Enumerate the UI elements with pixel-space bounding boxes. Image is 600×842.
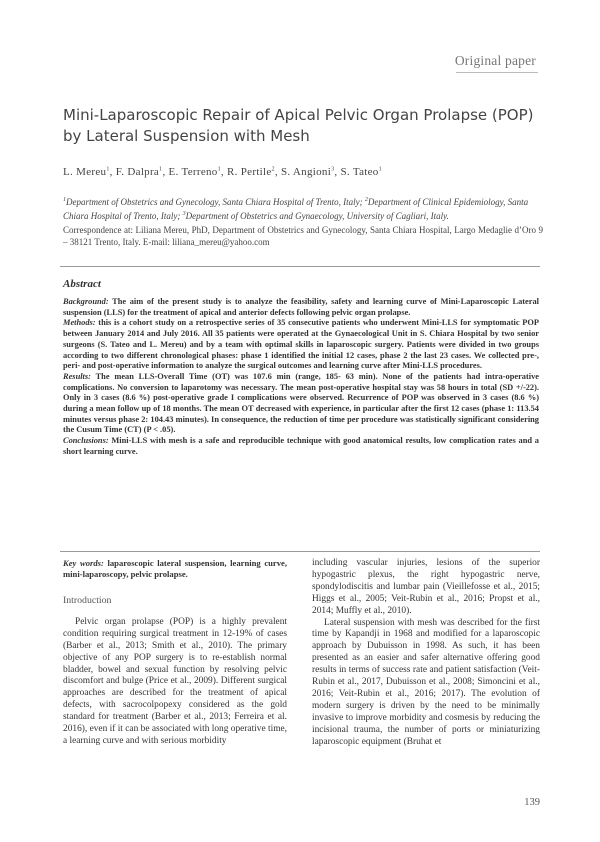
page-number: 139 <box>524 797 540 808</box>
affiliation: Department of Obstetrics and Gynecology, Santa Chiara Hospital of Trento, Italy; <box>66 197 365 207</box>
section-label: Original paper <box>454 53 536 68</box>
introduction-heading: Introduction <box>63 595 112 606</box>
author: S. Angioni <box>281 166 332 178</box>
affiliation: Department of Clinical Epidemiology, Santa Chiara Hospital of Trento, Italy; <box>63 197 529 221</box>
divider <box>60 551 540 552</box>
left-column <box>63 558 287 748</box>
divider <box>60 266 540 267</box>
keywords: Key words: laparoscopic lateral suspension, learning curve, mini-laparoscopy, pelvic prolapse. <box>63 558 287 579</box>
abstract-results: Results: The mean LLS-Overall Time (OT) was 107.6 min (range, 185- 63 min). None of the patients had intra-operative complications. No conversion to laparotomy was necessary. The mean post-operative hospital stay was 58 hours in total (SD +/-22). Only in 3 cases (8.6 %) post-operative grade I complications were observed. Recurrence of POP was observed in 3 cases (8.6 %) during a mean follow up of 18 months. The mean OT decreased with experience, in particular after the first 12 cases (phase 1: 113.54 minutes versus phase 2: 104.43 minutes). In consequence, the reduction of time per procedure was statistically significant considering the Cusum Time (CT) (P < .05). <box>63 371 539 435</box>
section-label-rule <box>456 72 538 73</box>
abstract-body <box>63 297 539 458</box>
abstract-methods: Methods: this is a cohort study on a retrospective series of 35 consecutive patients who underwent Mini-LLS for symptomatic POP between January 2014 and July 2016. All 35 patients were operated at the Gynaecological Unit in S. Chiara Hospital by two senior surgeons (S. Tateo and L. Mereu) and by a team with optimal skills in laparoscopic surgery. Patients were divided in two groups according to two different chronological phases: phase 1 identified the initial 12 cases, phase 2 the last 23 cases. We collected pre-, peri- and post-operative information to analyze the surgical outcomes and learning curve after Mini-LLS procedures. <box>63 318 539 371</box>
paragraph: including vascular injuries, lesions of the superior hypogastric plexus, the right hypogastric nerve, spondylodiscitis and lumbar pain (Vieillefosse et al., 2015; Higgs et al., 2005; Veit-Rubin et al., 2016; Propst et al., 2014; Muffly et al., 2010). <box>312 558 540 616</box>
author: L. Mereu <box>63 166 107 178</box>
correspondence: Correspondence at: Liliana Mereu, PhD, Department of Obstetrics and Gynecology, Santa Chiara Hospital, Largo Medaglie d’Oro 9 – 38121 Trento, Italy. E-mail: liliana_mereu@yahoo.com <box>63 225 543 247</box>
author: E. Terreno <box>168 166 218 178</box>
abstract-conclusions: Conclusions: Mini-LLS with mesh is a safe and reproducible technique with good anatomical results, low complication rates and a short learning curve. <box>63 436 539 456</box>
affiliations: $^1$Department of Obstetrics and Gynecology, Santa Chiara Hospital of Trento, Italy; $^2$Department of Clinical Epidemiology, Santa Chiara Hospital of Trento, Italy; $^3$Department of Obstetrics and Gynaecology, University of Cagliari, Italy. <box>63 197 529 221</box>
right-column <box>312 558 540 749</box>
article-title: Mini-Laparoscopic Repair of Apical Pelvic Organ Prolapse (POP) by Lateral Suspension with Mesh <box>63 106 534 145</box>
author: S. Tateo <box>340 166 379 178</box>
author: F. Dalpra <box>115 166 160 178</box>
affiliation: Department of Obstetrics and Gynaecology, University of Cagliari, Italy. <box>185 211 449 221</box>
paragraph: Lateral suspension with mesh was described for the first time by Kapandji in 1968 and modified for a laparoscopic approach by Dubuisson in 1998. As such, it has been presented as an easier and safer alternative offering good results in terms of success rate and patient satisfaction (Veit-Rubin et al., 2017, Dubuisson et al., 2008; Simoncini et al., 2016; Veit-Rubin et al., 2016; 2017). The evolution of modern surgery is driven by the need to be minimally invasive to improve morbidity and cosmesis by reducing the incisional trauma, the number of ports or miniaturizing laparoscopic equipment (Bruhat et <box>312 617 540 747</box>
author: R. Pertile <box>227 166 272 178</box>
abstract-heading: Abstract <box>63 278 101 290</box>
abstract-background: Background: The aim of the present study is to analyze the feasibility, safety and learning curve of Mini-Laparoscopic Lateral suspension (LLS) for the treatment of apical and anterior defects following pelvic organ prolapse. <box>63 297 539 317</box>
paragraph: Pelvic organ prolapse (POP) is a highly prevalent condition requiring surgical treatment in 12-19% of cases (Barber et al., 2013; Smith et al., 2010). The primary objective of any POP surgery is to re-establish normal bladder, bowel and sexual function by resolving pelvic discomfort and bulge (Price et al., 2009). Different surgical approaches are described for the treatment of apical defects, with sacrocolpopexy considered as the gold standard for treatment (Barber et al., 2013; Ferreira et al. 2016), even if it can be associated with long operative time, a learning curve and with serious morbidity <box>63 616 287 746</box>
author-list: L. Mereu$^1$, F. Dalpra$^1$, E. Terreno$^1$, R. Pertile$^2$, S. Angioni$^3$, S. Tateo$^1$ <box>63 166 382 178</box>
